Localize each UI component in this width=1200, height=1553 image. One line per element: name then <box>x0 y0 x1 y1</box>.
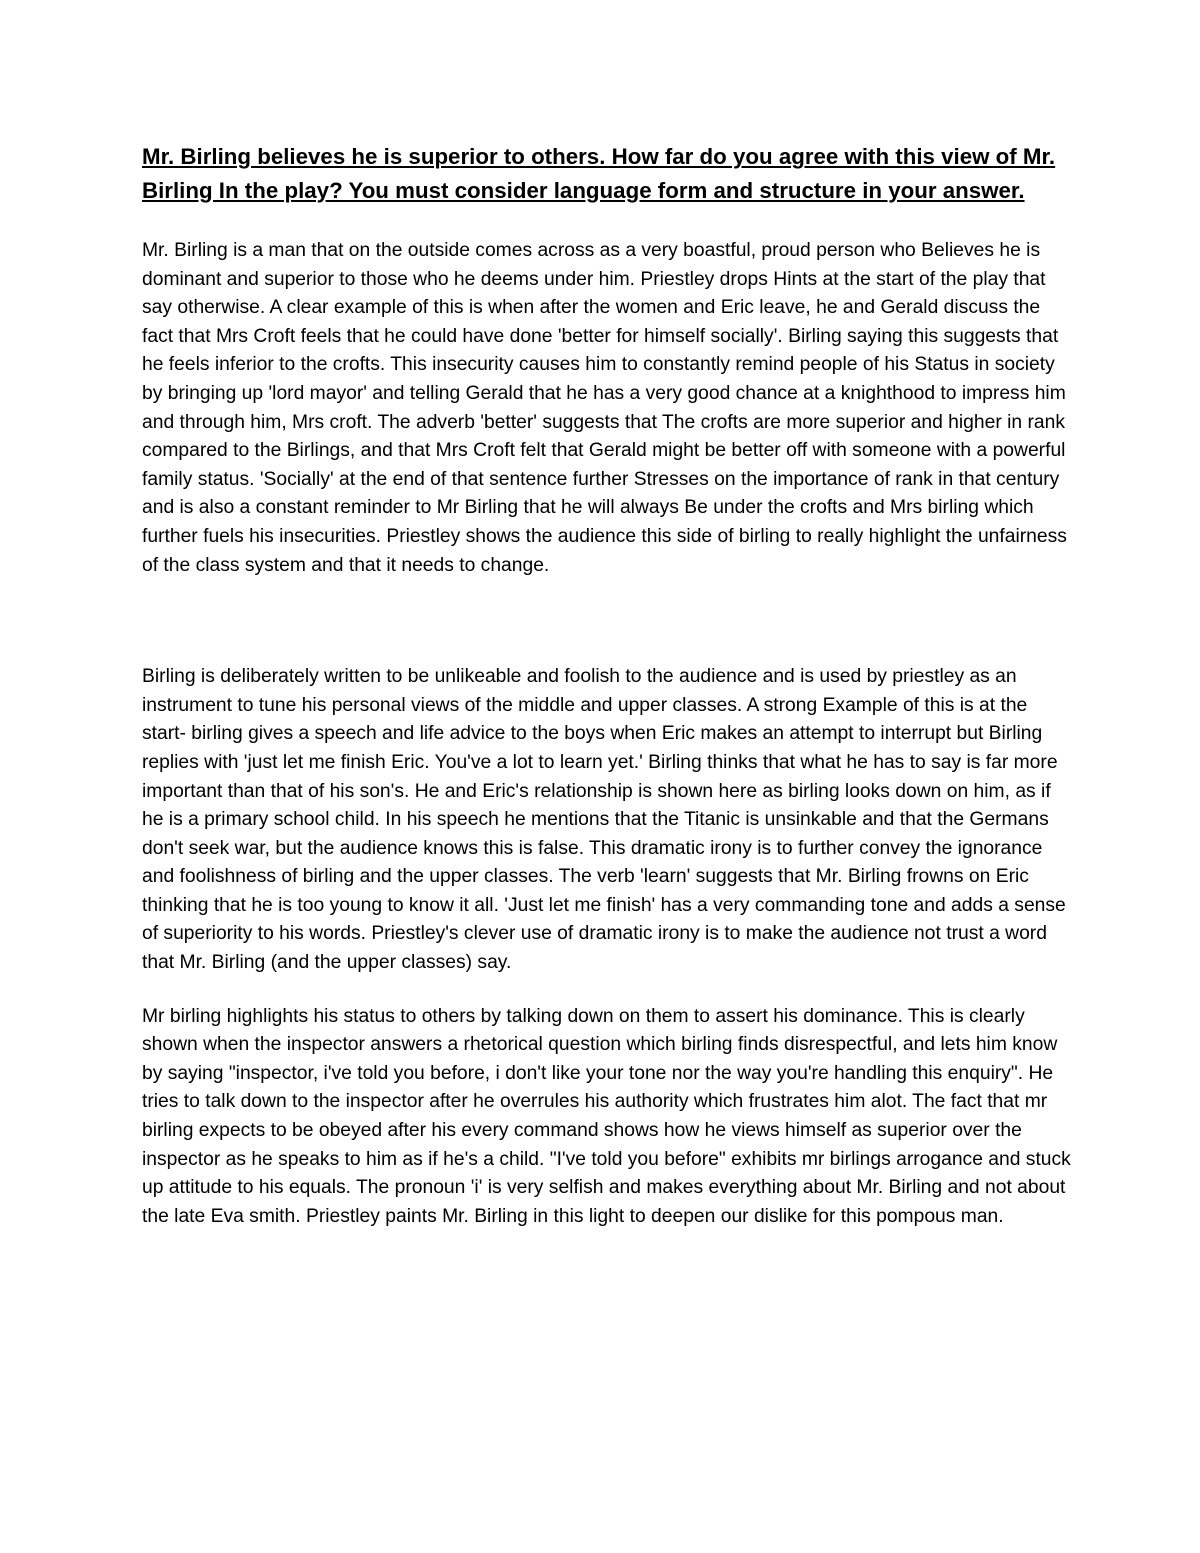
essay-body <box>142 140 1072 1231</box>
essay-paragraph-3: Mr birling highlights his status to others by talking down on them to assert his dominance. This is clearly shown when the inspector answers a rhetorical question which birling finds disrespectful, and lets him know by saying "inspector, i've told you before, i don't like your tone nor the way you're handling this enquiry". He tries to talk down to the inspector after he overrules his authority which frustrates him alot. The fact that mr birling expects to be obeyed after his every command shows how he views himself as superior over the inspector as he speaks to him as if he's a child. "I've told you before" exhibits mr birlings arrogance and stuck up attitude to his equals. The pronoun 'i' is very selfish and makes everything about Mr. Birling and not about the late Eva smith. Priestley paints Mr. Birling in this light to deepen our dislike for this pompous man. <box>142 1005 1071 1227</box>
essay-paragraph-1: Mr. Birling is a man that on the outside comes across as a very boastful, proud person who Believes he is dominant and superior to those who he deems under him. Priestley drops Hints at the start of the play that say otherwise. A clear example of this is when after the women and Eric leave, he and Gerald discuss the fact that Mrs Croft feels that he could have done 'better for himself socially'. Birling saying this suggests that he feels inferior to the crofts. This insecurity causes him to constantly remind people of his Status in society by bringing up 'lord mayor' and telling Gerald that he has a very good chance at a knighthood to impress him and through him, Mrs croft. The adverb 'better' suggests that The crofts are more superior and higher in rank compared to the Birlings, and that Mrs Croft felt that Gerald might be better off with someone with a powerful family status. 'Socially' at the end of that sentence further Stresses on the importance of rank in that century and is also a constant reminder to Mr Birling that he will always Be under the crofts and Mrs birling which further fuels his insecurities. Priestley shows the audience this side of birling to really highlight the unfairness of the class system and that it needs to change. <box>142 240 1067 576</box>
essay-title: Mr. Birling believes he is superior to others. How far do you agree with this view of Mr. Birling In the play? You must consider language form and structure in your answer. <box>142 144 1056 203</box>
essay-paragraph-2: Birling is deliberately written to be unlikeable and foolish to the audience and is used by priestley as an instrument to tune his personal views of the middle and upper classes. A strong Example of this is at the start- birling gives a speech and life advice to the boys when Eric makes an attempt to interrupt but Birling replies with 'just let me finish Eric. You've a lot to learn yet.' Birling thinks that what he has to say is far more important than that of his son's. He and Eric's relationship is shown here as birling looks down on him, as if he is a primary school child. In his speech he mentions that the Titanic is unsinkable and that the Germans don't seek war, but the audience knows this is false. This dramatic irony is to further convey the ignorance and foolishness of birling and the upper classes. The verb 'learn' suggests that Mr. Birling frowns on Eric thinking that he is too young to know it all. 'Just let me finish' has a very commanding tone and adds a sense of superiority to his words. Priestley's clever use of dramatic irony is to make the audience not trust a word that Mr. Birling (and the upper classes) say. <box>142 666 1066 974</box>
